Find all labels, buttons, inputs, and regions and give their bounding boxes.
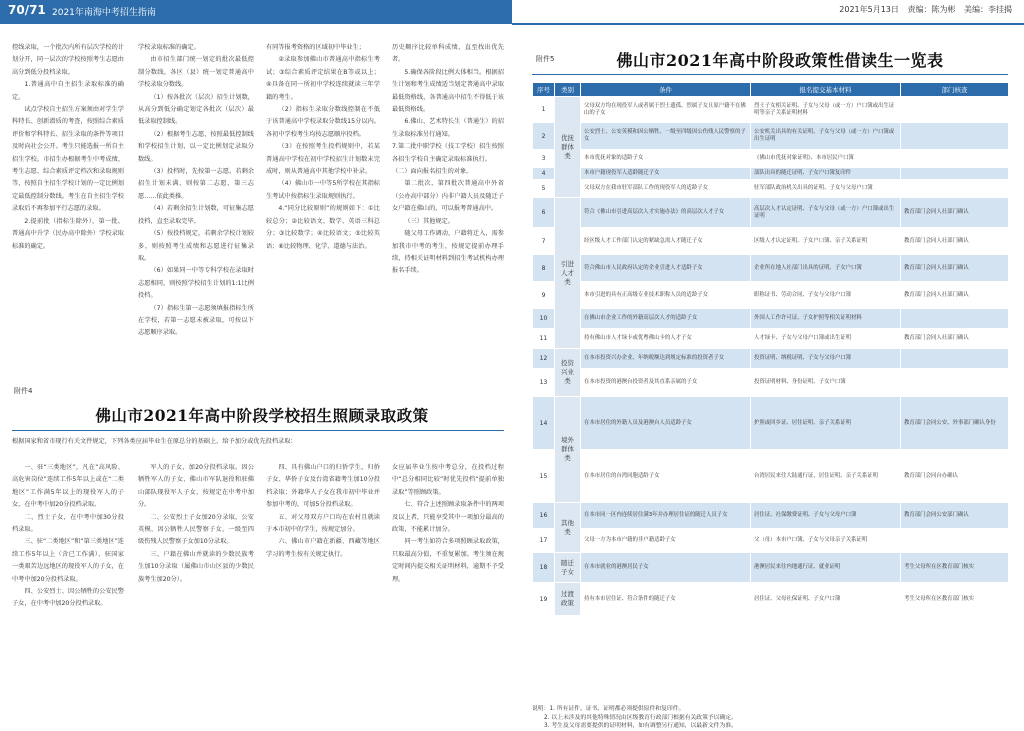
condition-cell: 符合《佛山市引进高层次人才实施办法》的高层次人才子女	[581, 198, 751, 228]
materials-cell: 港澳居民来往内地通行证、就业证明	[751, 553, 901, 583]
row-number: 10	[533, 309, 555, 329]
condition-cell: 本市户籍现役军人适龄随迁子女	[581, 168, 751, 180]
category-cell: 随迁子女	[555, 553, 581, 583]
table-row	[533, 349, 1009, 369]
annex4-column-3	[266, 462, 380, 724]
materials-cell: 区级人才认定证明、子女户口簿、亲子关系证明	[751, 228, 901, 255]
condition-cell: 在本市居住的外籍人员及港澳台人员适龄子女	[581, 397, 751, 450]
condition-cell: 在本市就业的港澳居民子女	[581, 553, 751, 583]
row-number: 13	[533, 369, 555, 397]
condition-cell: 在佛山市企业工作的外籍高层次人才的适龄子女	[581, 309, 751, 329]
materials-cell: 企业所在地人社部门出具的证明、子女户口簿	[751, 255, 901, 282]
issue-date: 2021年5月13日	[839, 5, 899, 14]
materials-cell: 人才绿卡、子女与父母户口簿或出生证明	[751, 329, 901, 349]
materials-cell: 烈士子女相关证明、子女与父母（或一方）户口簿或出生证明等亲子关系证明材料	[751, 97, 901, 123]
article-column-2	[138, 42, 254, 397]
check-cell: 教育部门会同人社部门确认	[901, 282, 1009, 309]
paragraph: （三）其他规定。	[404, 217, 454, 225]
article-column-1	[12, 42, 124, 397]
annex4-column-4	[392, 462, 504, 724]
annex4-rule	[12, 430, 504, 431]
check-cell	[901, 309, 1009, 329]
paragraph: 二、烈士子女，在中考中加30分投档录取。	[12, 513, 124, 534]
condition-cell: 公安烈士、公安英模和因公牺牲、一级至四级因公伤残人民警察的子女	[581, 123, 751, 150]
condition-cell: 在本市投资的港澳台投资者及其直系亲属的子女	[581, 369, 751, 397]
category-cell: 投资兴业类	[555, 349, 581, 397]
paragraph: （4）若剩余招生计划数，可征集志愿投档，直至录取完毕。	[138, 205, 254, 225]
category-cell: 优抚群体类	[555, 97, 581, 198]
table-row	[533, 397, 1009, 450]
col-header-condition: 条件	[581, 83, 751, 97]
col-header-category: 类别	[555, 83, 581, 97]
check-cell: 教育部门会同人社部门确认	[901, 329, 1009, 349]
paragraph: 控线录取，一个批次内所有层次学校的计划分开，同一层次的学校按照考生志愿由高分到低分投档录取。	[12, 44, 124, 76]
check-cell	[901, 180, 1009, 198]
annex4-column-2	[138, 462, 254, 724]
materials-cell: 投资证明材料、身份证明、子女户口簿	[751, 369, 901, 397]
category-cell: 过渡政策	[555, 583, 581, 616]
paragraph: 三、户籍在佛山并就读的少数民族考生加10分录取（属佛山市山区县的少数民族考生加20分）。	[138, 550, 254, 583]
row-number: 5	[533, 180, 555, 198]
table-row	[533, 168, 1009, 180]
paragraph: 三、驻“二类地区”和“第三类地区”连续工作5年以上（含已工作满）、驻国家一类艰苦边远地区的现役军人的子女，在中考中加20分投档录取。	[12, 538, 124, 583]
check-cell	[901, 123, 1009, 150]
check-cell: 教育部门会同台办确认	[901, 450, 1009, 503]
materials-cell: 驻军部队政治机关出具的证明、子女与父母户口簿	[751, 180, 901, 198]
table-row	[533, 97, 1009, 123]
paragraph: 有同等报考资格的区域初中毕业生；	[266, 44, 365, 51]
article-column-3	[266, 42, 380, 397]
materials-cell: 部队出具的随迁证明、子女户口簿复印件	[751, 168, 901, 180]
paragraph: 军人的子女，加20分投档录取。因公牺牲军人的子女、佛山市军队退役和驻佛山部队现役军人子女，按规定在中考中加分。	[138, 464, 254, 509]
paragraph: 女应届毕业生按中考总分，在投档过程中“总分相同比较”时优先投档“提前单独录取”等照顾政策。	[392, 464, 504, 496]
paragraph: 四、具有佛山户口的归侨学生，归侨子女、华侨子女及台湾省籍考生加10分投档录取；外籍华人子女在我市初中毕业并参加中考的，可加5分投档录取。	[266, 464, 380, 509]
materials-cell: 居住证、社保缴费证明、子女与父母户口簿	[751, 503, 901, 529]
check-cell	[901, 97, 1009, 123]
check-cell: 考生父母所在区教育部门核实	[901, 583, 1009, 616]
row-number: 18	[533, 553, 555, 583]
page-header	[0, 0, 1024, 24]
condition-cell: 持有本市居住证、符合条件的随迁子女	[581, 583, 751, 616]
materials-cell: 公安机关出具的有关证明、子女与父母（或一方）户口簿或出生证明	[751, 123, 901, 150]
paragraph: （3）投档时，先按第一志愿，若剩余招生计划未满，则按第二志愿、第三志愿……依此类推。	[138, 168, 254, 200]
category-cell: 境外群体类	[555, 397, 581, 503]
annex4-intro: 根据国家和省市现行有关文件规定，下列各类应届毕业生在原总分的基础上，给予加分或优先投档录取：	[12, 438, 297, 445]
row-number: 7	[533, 228, 555, 255]
paragraph: （二）面向报名招生的对象。	[392, 168, 473, 176]
condition-cell: 本市引进的具有正高级专业技术职称人员的适龄子女	[581, 282, 751, 309]
section-title: 2021年南海中考招生指南	[52, 8, 156, 18]
table-row	[533, 450, 1009, 503]
materials-cell: 父（母）本市户口簿、子女与父母亲子关系证明	[751, 529, 901, 553]
materials-cell: 外国人工作许可证、子女护照等相关证明材料	[751, 309, 901, 329]
condition-cell: 在本市投资兴办企业、年纳税额达到规定标准的投资者子女	[581, 349, 751, 369]
row-number: 19	[533, 583, 555, 616]
row-number: 11	[533, 329, 555, 349]
table-row	[533, 329, 1009, 349]
condition-cell: 在本市同一区内连续居住满3年并办理居住证的随迁人员子女	[581, 503, 751, 529]
materials-cell: 投资证明、纳税证明、子女与父母户口簿	[751, 349, 901, 369]
paragraph: 一、驻“三类地区”，凡在“高风险、高危害岗位”连续工作5年以上或在“二类地区”工作满5年以上的现役军人的子女，在中考中加20分投档录取。	[12, 464, 124, 509]
paragraph: 同一考生如符合多项照顾录取政策，只取最高分值，不重复累加。考生须在规定时间内提交相关证明材料，逾期不予受理。	[392, 538, 504, 583]
materials-cell: 台湾居民来往大陆通行证、居住证明、亲子关系证明	[751, 450, 901, 503]
col-header-check: 部门核查	[901, 83, 1009, 97]
annex5-rule	[532, 74, 1008, 75]
table-row	[533, 503, 1009, 529]
table-row	[533, 255, 1009, 282]
policy-table-body	[533, 97, 1009, 616]
row-number: 9	[533, 282, 555, 309]
paragraph: （4）佛山市一中等5所学校在其指标生考试中按指标生录取规则执行。	[266, 180, 380, 200]
condition-cell: 父母双方在我市驻军部队工作的现役军人的适龄子女	[581, 180, 751, 198]
check-cell: 教育部门会同人社部门确认	[901, 255, 1009, 282]
paragraph: 七、符合上述照顾录取条件中的两项及以上者，只能享受其中一项加分最高的政策，不能累计加分。	[392, 501, 504, 534]
table-row	[533, 123, 1009, 150]
paragraph: 学校录取标准的确定。	[138, 44, 200, 51]
table-row	[533, 180, 1009, 198]
check-cell	[901, 168, 1009, 180]
note-line: 3. 考生及父母需要提供的证明材料，如有调整另行通知，以最新文件为准。	[544, 723, 737, 729]
table-row	[533, 369, 1009, 397]
col-header-materials: 报名提交基本材料	[751, 83, 901, 97]
paragraph: 1.普通高中自主招生录取标准的确定。	[12, 81, 124, 101]
paragraph: 7.第二批中职学校（技工学校）招生按照各招生学校自主确定录取标准执行。	[392, 143, 504, 163]
paragraph: 2.提前批（指标生除外），第一批、普通高中升学（民办高中除外）学校录取标准的确定。	[12, 217, 124, 250]
paragraph: 4.“同分比较原则”的规则如下：①比较总分；②比较语文、数学、英语三科总分；③比较数学；④比较语文；⑤比较英语；⑥比较物理、化学、道德与法治。	[266, 205, 380, 250]
annex4-label: 附件4	[14, 387, 33, 395]
row-number: 12	[533, 349, 555, 369]
page-numbers: 70/71	[8, 3, 46, 17]
header-band	[0, 0, 512, 24]
annex5-title: 佛山市2021年高中阶段政策性借读生一览表	[616, 51, 944, 70]
condition-cell: 经区级人才工作部门认定的紧缺急需人才随迁子女	[581, 228, 751, 255]
note-line: 说明：1. 所有证件、证书、证明都必须提供原件和复印件。	[532, 706, 685, 712]
paragraph: 试点学校自主招生方案须由对学生学科特长、创新潜质的考查，按照综合素质评价和学科特长、招生录取的条件等项目及时向社会公开。考生只能选报一所自主招生学校。市招生办根据考生中考成绩、考生志愿、综合素质评定档次和录取规则等，按照自主招生学校计划的一定比例划定最低控制分数线。考生在自主招生学校录取后不再参加平行志愿的录取。	[12, 106, 124, 213]
policy-table	[532, 82, 1009, 616]
paragraph: （2）指标生录取分数线控制在不低于该普通高中学校录取分数线15分以内。各初中学校考生均按志愿顺序投档。	[266, 106, 380, 138]
condition-cell: 符合佛山市人民政府认定的企业引进人才适龄子女	[581, 255, 751, 282]
category-cell: 其他类	[555, 503, 581, 553]
check-cell: 教育部门会同人社部门确认	[901, 198, 1009, 228]
annex4-title: 佛山市2021年高中阶段学校招生照顾录取政策	[95, 406, 429, 425]
check-cell	[901, 349, 1009, 369]
paragraph: ②录取参加佛山市普通高中指标生考试；③综合素质评定结果在B等或以上；④具备在同一所初中学校连续就读三年学籍的考生。	[266, 56, 380, 101]
table-notes	[532, 705, 1008, 731]
paragraph: 五、对父母双方户口均在农村且就读于本市初中的学生，按规定加分。	[266, 513, 380, 534]
row-number: 16	[533, 503, 555, 529]
paragraph: 六、佛山市户籍在新疆、西藏等地区学习的考生按有关规定执行。	[266, 538, 380, 558]
header-meta	[833, 4, 1012, 15]
header-rule	[512, 23, 1024, 25]
materials-cell: 护照或回乡证、居住证明、亲子关系证明	[751, 397, 901, 450]
paragraph: 第二批次，第四批次普通高中外省（公办高中部分）内非户籍人员及随迁子女户籍在佛山的，可以报考普通高中。	[392, 180, 504, 213]
paragraph: （5）按投档规定，若剩余学校计划较多，则按照考生成绩和志愿进行征集录取。	[138, 230, 254, 262]
paragraph: 历史顺序比较单科成绩，直至找出优先者。	[392, 44, 504, 64]
materials-cell: 高层次人才认定证明、子女与父母（或一方）户口簿或出生证明	[751, 198, 901, 228]
condition-cell: 持有佛山市人才绿卡或优粤佛山卡的人才子女	[581, 329, 751, 349]
condition-cell: 父母双方均在现役军人或者属于烈士遗孤、烈属子女且原户籍不在佛山的子女	[581, 97, 751, 123]
table-row	[533, 529, 1009, 553]
table-row	[533, 583, 1009, 616]
materials-cell: 《佛山市优抚对象证明》、本市居民户口簿	[751, 150, 901, 168]
paragraph: 随父母工作调动，户籍将迁入，需参加我市中考的考生，按规定提前办理手续，持相关证明材料到招生考试机构办理报名手续。	[392, 230, 504, 275]
check-cell: 教育部门会同人社部门确认	[901, 228, 1009, 255]
paragraph: 二、公安烈士子女加20分录取，公安英模、因公牺牲人民警察子女，一级至四级伤残人民警察子女加10分录取。	[138, 513, 254, 546]
table-row	[533, 150, 1009, 168]
table-row	[533, 553, 1009, 583]
paragraph: （1）按各批次（层次）招生计划数，从高分到低分确定划定各批次（层次）最低录取控制线。	[138, 93, 254, 126]
check-cell: 教育部门会同公安部门确认	[901, 503, 1009, 529]
designer-credit: 美编：李挂揭	[964, 5, 1012, 14]
row-number: 4	[533, 168, 555, 180]
note-line: 2. 以上未涉及的其他特殊情况由区级教育行政部门根据有关政策予以确定。	[544, 714, 737, 721]
paragraph: 由市招生部门统一划定的批次最低控制分数线，各区（县）统一划定普通高中学校录取分数线。	[138, 56, 254, 89]
condition-cell: 在本市居住的台湾同胞适龄子女	[581, 450, 751, 503]
table-row	[533, 198, 1009, 228]
paragraph: 6.佛山、艺术特长生（普通生）的招生录取标准另行通知。	[392, 118, 504, 138]
row-number: 15	[533, 450, 555, 503]
table-row	[533, 282, 1009, 309]
category-cell: 引进人才类	[555, 198, 581, 349]
check-cell	[901, 150, 1009, 168]
row-number: 2	[533, 123, 555, 150]
annex4-column-1	[12, 462, 124, 724]
col-header-no: 序号	[533, 83, 555, 97]
paragraph: （6）如果同一中等专科学校在录取时志愿相同，则按照学校招生计划的1:1比例投档。	[138, 267, 254, 300]
paragraph: （2）根据考生志愿，按照最低控制线和学校招生计划，以一定比例划定录取分数线。	[138, 130, 254, 163]
check-cell: 教育部门会同公安、外事部门确认身份	[901, 397, 1009, 450]
editor-credit: 责编：陈为彬	[907, 5, 956, 14]
paragraph: （3）在按照考生投档规则中，若某普通高中学校在初中学校招生计划数未完成时，则从普通高中其他学校中补录。	[266, 143, 380, 176]
materials-cell: 居住证、父母社保证明、子女户口簿	[751, 583, 901, 616]
check-cell	[901, 369, 1009, 397]
row-number: 3	[533, 150, 555, 168]
condition-cell: 父母一方为本市户籍的非户籍适龄子女	[581, 529, 751, 553]
table-row	[533, 228, 1009, 255]
check-cell: 考生父母所在区教育部门核实	[901, 553, 1009, 583]
table-row	[533, 309, 1009, 329]
paragraph: （7）指标生第一志愿须填报指标生所在学校，若第一志愿未被录取，可按以下志愿顺序录取。	[138, 304, 254, 337]
article-column-4	[392, 42, 504, 397]
condition-cell: 本市优抚对象的适龄子女	[581, 150, 751, 168]
annex5-label: 附件5	[536, 55, 555, 63]
materials-cell: 职称证书、劳动合同、子女与父母户口簿	[751, 282, 901, 309]
paragraph: 5.确保各阶段比例大体相当。根据招生计划和考生成绩适当划定普通高中录取最低资格线，各普通高中招生不得低于该最低资格线。	[392, 68, 504, 114]
paragraph: 四、公安烈士、因公牺牲的公安民警子女，在中考中加20分投档录取。	[12, 588, 124, 608]
row-number: 1	[533, 97, 555, 123]
row-number: 6	[533, 198, 555, 228]
check-cell	[901, 529, 1009, 553]
row-number: 14	[533, 397, 555, 450]
row-number: 17	[533, 529, 555, 553]
row-number: 8	[533, 255, 555, 282]
